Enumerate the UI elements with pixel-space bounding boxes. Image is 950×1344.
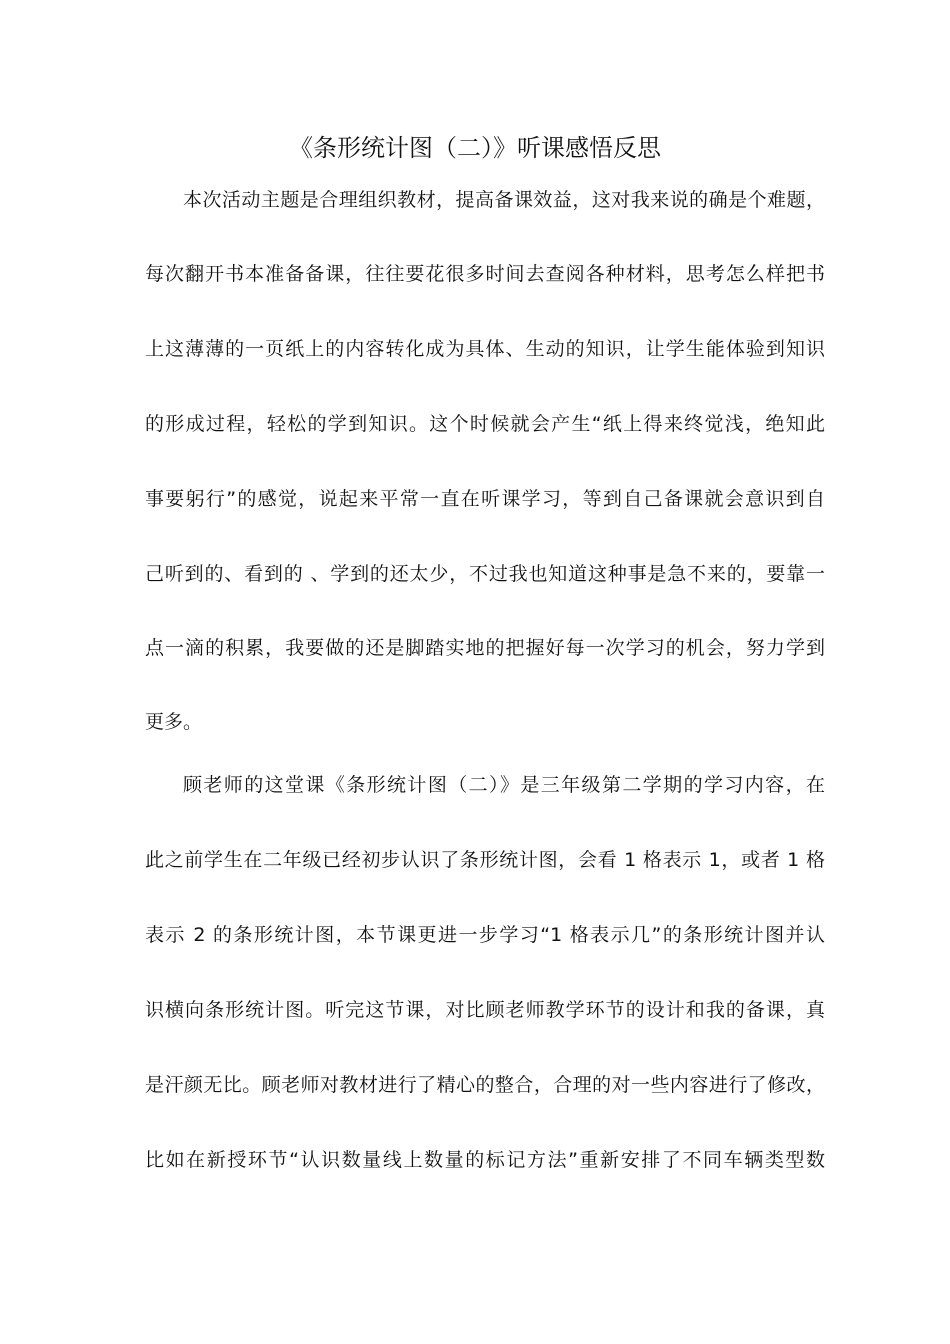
paragraph-1-line-7: 点一滴的积累，我要做的还是脚踏实地的把握好每一次学习的机会，努力学到 — [145, 637, 825, 659]
paragraph-2-line-5: 是汗颜无比。顾老师对教材进行了精心的整合，合理的对一些内容进行了修改， — [145, 1074, 825, 1096]
paragraph-1-line-8: 更多。 — [145, 711, 203, 733]
paragraph-2-line-6: 比如在新授环节“认识数量线上数量的标记方法”重新安排了不同车辆类型数 — [145, 1149, 825, 1171]
paragraph-1-line-1: 本次活动主题是合理组织教材，提高备课效益，这对我来说的确是个难题， — [183, 189, 825, 211]
document-title: 《条形统计图（二）》听课感悟反思 — [289, 134, 661, 162]
paragraph-2-line-1: 顾老师的这堂课《条形统计图（二）》是三年级第二学期的学习内容，在 — [183, 774, 825, 796]
paragraph-2-line-3: 表示 2 的条形统计图，本节课更进一步学习“1 格表示几”的条形统计图并认 — [145, 924, 825, 946]
paragraph-2-line-2: 此之前学生在二年级已经初步认识了条形统计图，会看 1 格表示 1，或者 1 格 — [145, 849, 825, 871]
paragraph-1-line-5: 事要躬行”的感觉，说起来平常一直在听课学习，等到自己备课就会意识到自 — [145, 488, 825, 510]
paragraph-1-line-4: 的形成过程，轻松的学到知识。这个时候就会产生“纸上得来终觉浅，绝知此 — [145, 413, 825, 435]
paragraph-1-line-6: 己听到的、看到的 、学到的还太少，不过我也知道这种事是急不来的，要靠一 — [145, 563, 825, 585]
paragraph-1-line-2: 每次翻开书本准备备课，往往要花很多时间去查阅各种材料，思考怎么样把书 — [145, 263, 825, 285]
paragraph-2-line-4: 识横向条形统计图。听完这节课，对比顾老师教学环节的设计和我的备课，真 — [145, 999, 825, 1021]
paragraph-1-line-3: 上这薄薄的一页纸上的内容转化成为具体、生动的知识，让学生能体验到知识 — [145, 338, 825, 360]
